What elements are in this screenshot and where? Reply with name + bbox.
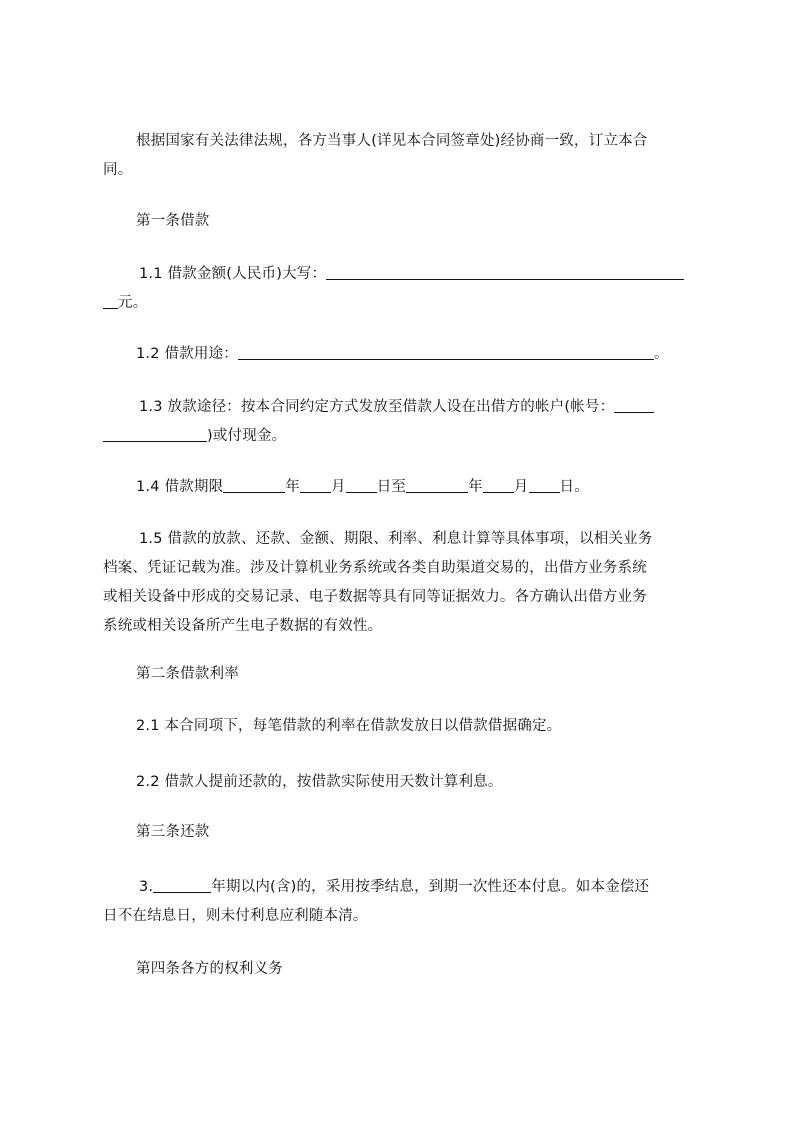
clause-1-5-line3: [103, 583, 703, 612]
start-year-label: 年: [285, 479, 300, 495]
clause-2-2-text: 2.2 借款人提前还款的，按借款实际使用天数计算利息。: [136, 774, 503, 790]
clause-2-1: [103, 712, 703, 741]
end-year-blank: [406, 478, 468, 493]
clause-1-1-line1: [103, 260, 703, 289]
start-month-label: 月: [330, 479, 346, 495]
article2-heading-text: 第二条借款利率: [136, 666, 239, 682]
clause-3-line1: [103, 873, 703, 902]
clause-1-5-line2: [103, 554, 703, 583]
start-to-label: 日至: [376, 479, 407, 495]
clause-1-4: [103, 473, 703, 502]
clause-1-1-unit: 元。: [118, 295, 148, 311]
intro-text-2: 同。: [103, 162, 133, 178]
account-blank-cont: [103, 427, 207, 442]
amount-blank: [326, 265, 684, 280]
purpose-blank: [238, 345, 654, 360]
amount-blank-cont: [103, 294, 118, 309]
clause-1-3-text: 1.3 放款途径：按本合同约定方式发放至借款人设在出借方的帐户(帐号：: [139, 399, 615, 415]
article1-heading-text: 第一条借款: [136, 213, 210, 229]
clause-1-5-text-1: 1.5 借款的放款、还款、金额、期限、利率、利息计算等具体事项，以相关业务: [139, 531, 653, 547]
clause-1-3-line2: [103, 422, 703, 451]
intro-paragraph-line2: [103, 156, 703, 185]
clause-1-5-text-3: 或相关设备中形成的交易记录、电子数据等具有同等证据效力。各方确认出借方业务: [103, 589, 647, 605]
clause-1-5-line1: [103, 525, 703, 554]
clause-1-2-label: 1.2 借款用途：: [136, 346, 238, 362]
intro-text-1: 根据国家有关法律法规，各方当事人(详见本合同签章处)经协商一致，订立本合: [136, 133, 648, 149]
end-day-label: 日。: [559, 479, 589, 495]
clause-3-line2: [103, 902, 703, 931]
end-month-label: 月: [513, 479, 529, 495]
clause-1-5-text-2: 档案、凭证记载为准。涉及计算机业务系统或各类自助渠道交易的，出借方业务系统: [103, 560, 647, 576]
clause-1-5-line4: [103, 612, 703, 641]
start-month-blank: [300, 478, 331, 493]
clause-1-4-label: 1.4 借款期限: [136, 479, 224, 495]
clause-1-1-line2: [103, 289, 703, 318]
article4-heading: [103, 955, 703, 984]
clause-1-3-line1: [103, 393, 703, 422]
article3-heading-text: 第三条还款: [136, 824, 210, 840]
term-years-blank: [153, 878, 211, 893]
clause-1-5-text-4: 系统或相关设备所产生电子数据的有效性。: [103, 618, 383, 634]
clause-2-2: [103, 768, 703, 797]
end-day-blank: [529, 478, 560, 493]
intro-paragraph-line1: [103, 127, 703, 156]
start-year-blank: [223, 478, 285, 493]
article3-heading: [103, 818, 703, 847]
clause-3-text-2: 日不在结息日，则未付利息应利随本清。: [103, 908, 368, 924]
end-month-blank: [483, 478, 514, 493]
clause-1-2: [103, 340, 703, 369]
account-blank: [614, 398, 654, 413]
clause-1-3-end: )或付现金。: [207, 428, 287, 444]
clause-2-1-text: 2.1 本合同项下，每笔借款的利率在借款发放日以借款借据确定。: [136, 718, 562, 734]
article4-heading-text: 第四条各方的权利义务: [136, 961, 283, 977]
clause-1-1-label: 1.1 借款金额(人民币)大写：: [139, 266, 327, 282]
clause-1-2-end: 。: [653, 346, 669, 362]
article2-heading: [103, 660, 703, 689]
clause-3-prefix: 3.: [139, 879, 154, 895]
end-year-label: 年: [468, 479, 483, 495]
start-day-blank: [346, 478, 377, 493]
clause-3-text-1: 年期以内(含)的，采用按季结息，到期一次性还本付息。如本金偿还: [211, 879, 650, 895]
article1-heading: [103, 207, 703, 236]
